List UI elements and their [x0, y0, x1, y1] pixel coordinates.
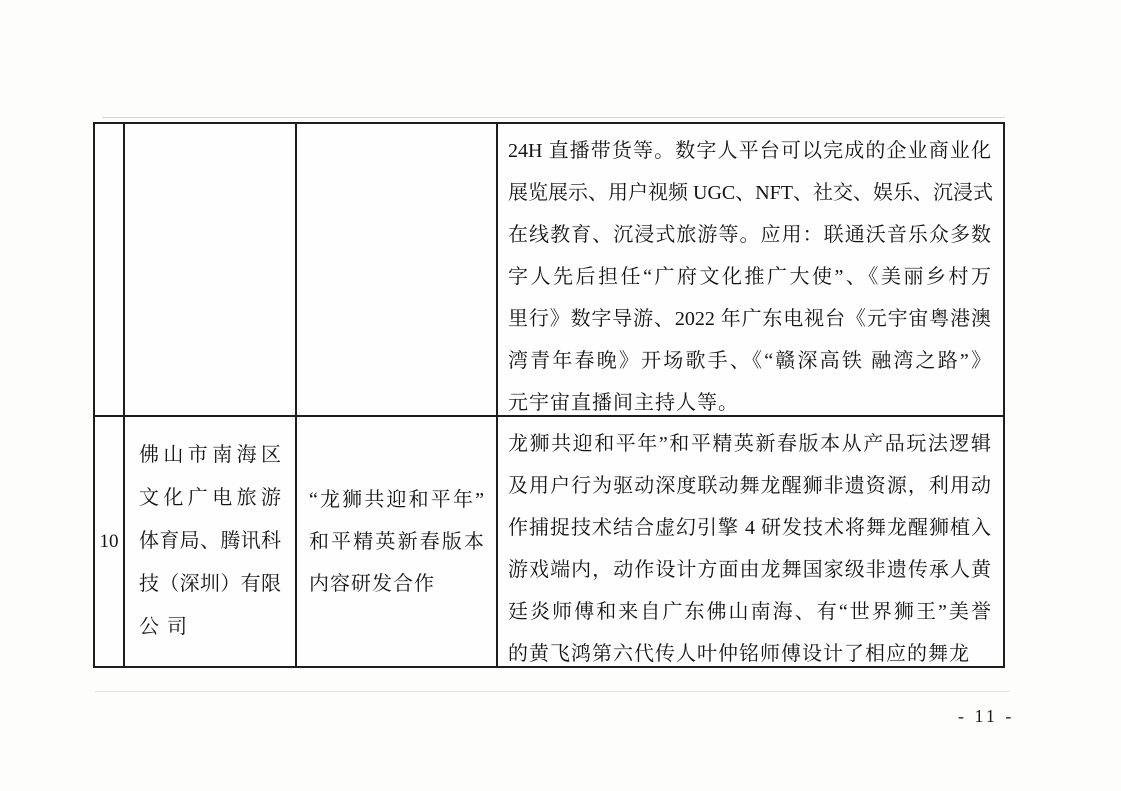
table-row: [95, 124, 1003, 417]
description-line: 24H 直播带货等。数字人平台可以完成的企业商业化: [508, 140, 991, 162]
description-line: 游戏端内，动作设计方面由龙舞国家级非遗传承人黄: [508, 559, 991, 581]
project-name-line: 内容研发合作: [309, 572, 435, 595]
scan-artifact-line-top: [102, 117, 1005, 118]
description-line: 的黄飞鸿第六代传人叶仲铭师傅设计了相应的舞龙: [508, 643, 970, 665]
description-line: 龙狮共迎和平年”和平精英新春版本从产品玩法逻辑: [508, 433, 991, 455]
project-name-line: “龙狮共迎和平年”: [309, 488, 484, 511]
organization-line: 技（深圳）有限: [139, 573, 281, 595]
project-name-cell: [297, 124, 498, 415]
row-number-cell: [95, 124, 125, 415]
organization-cell: [125, 124, 297, 415]
description-cell: [498, 124, 1003, 415]
description-line: 廷炎师傅和来自广东佛山南海、有“世界狮王”美誉: [508, 601, 991, 623]
scan-artifact-line-bottom: [95, 691, 1010, 692]
project-name-line: 和平精英新春版本: [309, 530, 484, 553]
table-row: [95, 417, 1003, 666]
description-line: 及用户行为驱动深度联动舞龙醒狮非遗资源，利用动: [508, 475, 991, 497]
organization-cell: [125, 417, 297, 666]
description-line: 元宇宙直播间主持人等。: [508, 392, 739, 414]
description-line: 字人先后担任“广府文化推广大使”、《美丽乡村万: [508, 266, 991, 288]
row-number: 10: [99, 530, 119, 552]
description-line: 湾青年春晚》开场歌手、《“赣深高铁 融湾之路”》: [508, 350, 991, 372]
organization-line: 佛山市南海区: [139, 444, 281, 466]
organization-line: 体育局、腾讯科: [139, 530, 281, 552]
projects-table: [93, 122, 1005, 668]
organization-line: 公司: [139, 616, 195, 638]
row-number-cell: [95, 417, 125, 666]
project-name-cell: [297, 417, 498, 666]
description-cell: [498, 417, 1003, 666]
description-line: 展览展示、用户视频 UGC、NFT、社交、娱乐、沉浸式: [508, 182, 994, 204]
description-line: 里行》数字导游、2022 年广东电视台《元宇宙粤港澳: [508, 308, 991, 330]
description-line: 在线教育、沉浸式旅游等。应用：联通沃音乐众多数: [508, 224, 991, 246]
organization-line: 文化广电旅游: [139, 487, 281, 509]
description-line: 作捕捉技术结合虚幻引擎 4 研发技术将舞龙醒狮植入: [508, 517, 991, 539]
page-number: - 11 -: [958, 706, 1015, 726]
